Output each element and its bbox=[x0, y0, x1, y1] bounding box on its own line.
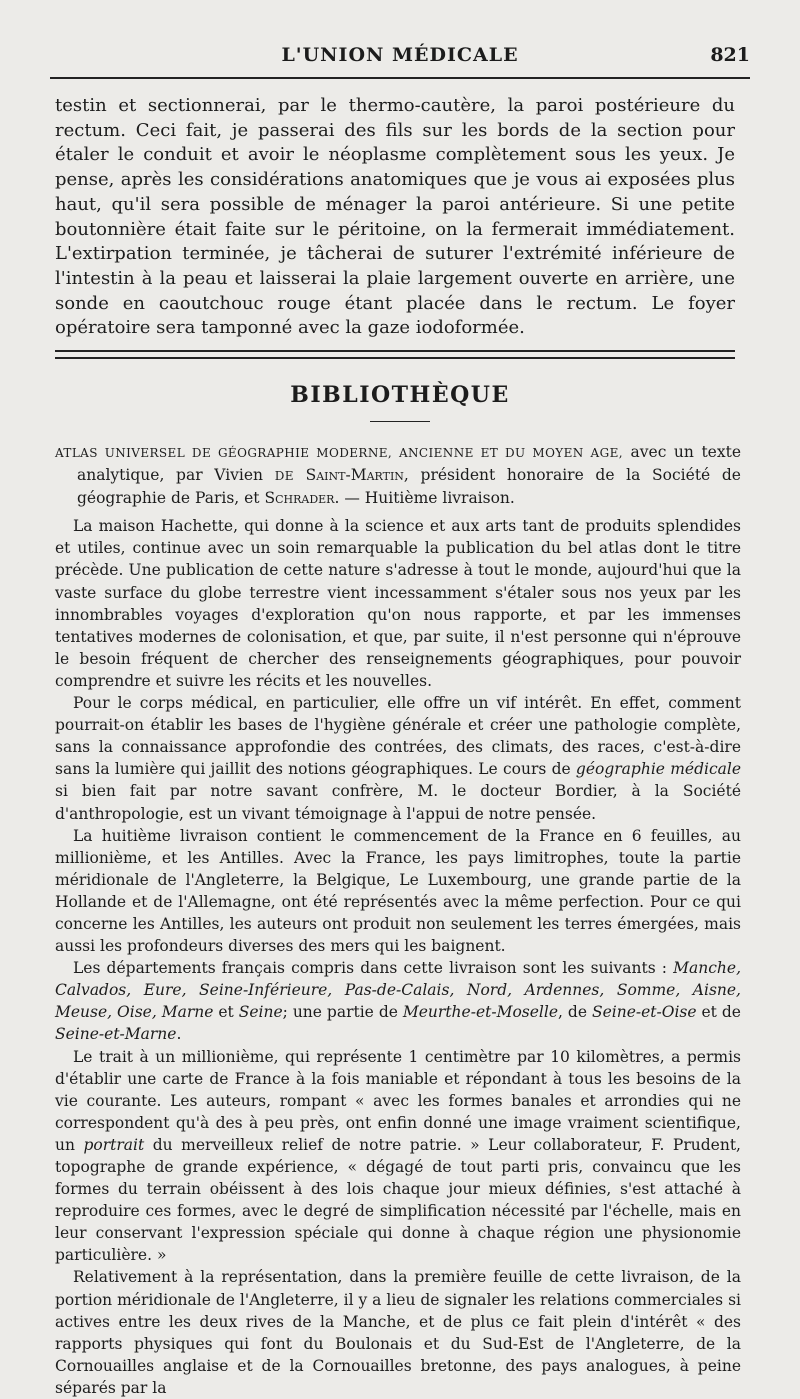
p4-text-c: ; une partie de bbox=[282, 1003, 403, 1022]
page-number: 821 bbox=[710, 44, 750, 66]
review-paragraph-1: La maison Hachette, qui donne à la science et aux arts tant de produits splendides et utiles, continue avec un soin remarquable la publication du bel atlas dont le titre précède. Une publication de cette nature s'adresse à tout le monde, aujourd'hui que la vaste surface du globe terrestre vient incessamment s'étaler sous nos yeux par les innombrables voyages d'exploration qu'on nous rapporte, et par les immenses tentatives modernes de colonisation, et que, par suite, il n'est personne qui n'éprouve le besoin fréquent de chercher des renseignements géographiques, pour pouvoir comprendre et suivre les récits et les nouvelles. bbox=[55, 517, 741, 690]
p4-text-e: et de bbox=[696, 1003, 741, 1022]
p2-text-b: si bien fait par notre savant confrère, M. le docteur Bordier, à la Société d'anthropologie, est un vivant témoignage à l'appui de notre pensée. bbox=[55, 782, 741, 823]
book-review bbox=[55, 441, 741, 1399]
running-title: L'UNION MÉDICALE bbox=[281, 44, 519, 66]
page-header bbox=[50, 44, 750, 74]
p4-text-f: . bbox=[176, 1025, 182, 1044]
p4-departments: Manche, Calvados, Eure, Seine-Inférieure, Pas-de-Calais, Nord, Ardennes, Somme, Aisne, Meuse, Oise, Marne bbox=[55, 959, 741, 1022]
header-rule bbox=[50, 77, 750, 79]
review-paragraph-3: La huitième livraison contient le commencement de la France en 6 feuilles, au millionième, et les Antilles. Avec la France, les pays limitrophes, toute la partie méridionale de l'Angleterre, la Belgique, Le Luxembourg, une grande partie de la Hollande et de l'Allemagne, ont été représentés avec la même perfection. Pour ce qui concerne les Antilles, les auteurs ont produit non seulement les terres émergées, mais aussi les profondeurs diverses des mers qui les baignent. bbox=[55, 826, 741, 956]
p4-seine-et-oise: Seine-et-Oise bbox=[591, 1003, 697, 1022]
heading-underline-rule bbox=[370, 421, 430, 422]
author-schrader: Schrader bbox=[264, 489, 335, 508]
p4-text-b: et bbox=[213, 1003, 239, 1022]
review-paragraph-6: Relativement à la représentation, dans la première feuille de cette livraison, de la portion méridionale de l'Angleterre, il y a lieu de signaler les relations commerciales si actives entre les deux rives de la Manche, et de plus ce fait plein d'intérêt « des rapports physiques qui font du Boulonais et du Sud-Est de l'Angleterre, de la Cornouailles anglaise et de la Cornouailles bretonne, des pays analogues, à peine séparés par la bbox=[55, 1268, 741, 1397]
p5-italic: portrait bbox=[83, 1135, 145, 1154]
p2-text-a: Pour le corps médical, en particulier, elle offre un vif intérêt. En effet, comment pourrait-on établir les bases de l'hygiène générale et créer une pathologie complète, sans la connaissance approfondie des contrées, des climats, des races, c'est-à-dire sans la lumière qui jaillit des notions géographiques. Le cours de bbox=[55, 694, 741, 779]
work-desc-a: avec un texte analytique, par Vivien bbox=[77, 443, 741, 485]
p4-seine: Seine bbox=[238, 1003, 283, 1022]
p4-meurthe-et-moselle: Meurthe-et-Moselle bbox=[402, 1003, 559, 1022]
section-heading: BIBLIOTHÈQUE bbox=[290, 382, 510, 408]
de-particle: DE bbox=[274, 469, 294, 484]
work-desc-b: , président honoraire de la Société de géographie de Paris, et bbox=[77, 466, 741, 508]
author-saint-martin: Saint-Martin bbox=[305, 466, 404, 485]
p5-text-a: Le trait à un millionième, qui représente 1 centimètre par 10 kilomètres, a permis d'établir une carte de France à la fois maniable et répondant à tous les besoins de la vie courante. Les auteurs, rompant « avec les formes banales et arrondies qui ne correspondent qu'à des à peu près, ont enfin donné une image vraiment scientifique, un bbox=[55, 1047, 741, 1154]
p4-seine-et-marne: Seine-et-Marne bbox=[55, 1025, 177, 1044]
p5-text-b: du merveilleux relief de notre patrie. » Leur collaborateur, F. Prudent, topographe de grande expérience, « dégagé de tout parti pris, convaincu que les formes du terrain obéissent à des lois chaque jour mieux définies, s'est attaché à reproduire ces formes, avec le degré de simplification nécessité par l'échelle, mais en leur conservant l'expression spéciale qui donne à chaque région une physionomie particulière. » bbox=[55, 1135, 741, 1265]
review-paragraph-5 bbox=[55, 1046, 741, 1267]
review-citation bbox=[55, 441, 741, 509]
p2-italic: géographie médicale bbox=[575, 760, 742, 779]
p4-text-a: Les départements français compris dans cette livraison sont les suivants : bbox=[73, 959, 674, 978]
work-title: ATLAS UNIVERSEL DE GÉOGRAPHIE MODERNE, ANCIENNE ET DU MOYEN AGE, bbox=[55, 446, 623, 460]
review-paragraph-4 bbox=[55, 957, 741, 1045]
review-paragraph-2 bbox=[55, 692, 741, 825]
section-double-rule bbox=[55, 350, 735, 359]
continuation-paragraph: testin et sectionnerai, par le thermo-cautère, la paroi postérieure du rectum. Ceci fait, je passerai des fils sur les bords de la section pour étaler le conduit et avoir le néoplasme complètement sous les yeux. Je pense, après les considérations anatomiques que je vous ai exposées plus haut, qu'il sera possible de ménager la paroi antérieure. Si une petite boutonnière était faite sur le péritoine, on la fermerait immédiatement. L'extirpation terminée, je tâcherai de suturer l'extrémité inférieure de l'intestin à la peau et laisserai la plaie largement ouverte en arrière, une sonde en caoutchouc rouge étant placée dans le rectum. Le foyer opératoire sera tamponné avec la gaze iodoformée. bbox=[55, 95, 735, 339]
p4-text-d: , de bbox=[558, 1003, 592, 1022]
work-desc-c: . — Huitième livraison. bbox=[334, 489, 515, 508]
